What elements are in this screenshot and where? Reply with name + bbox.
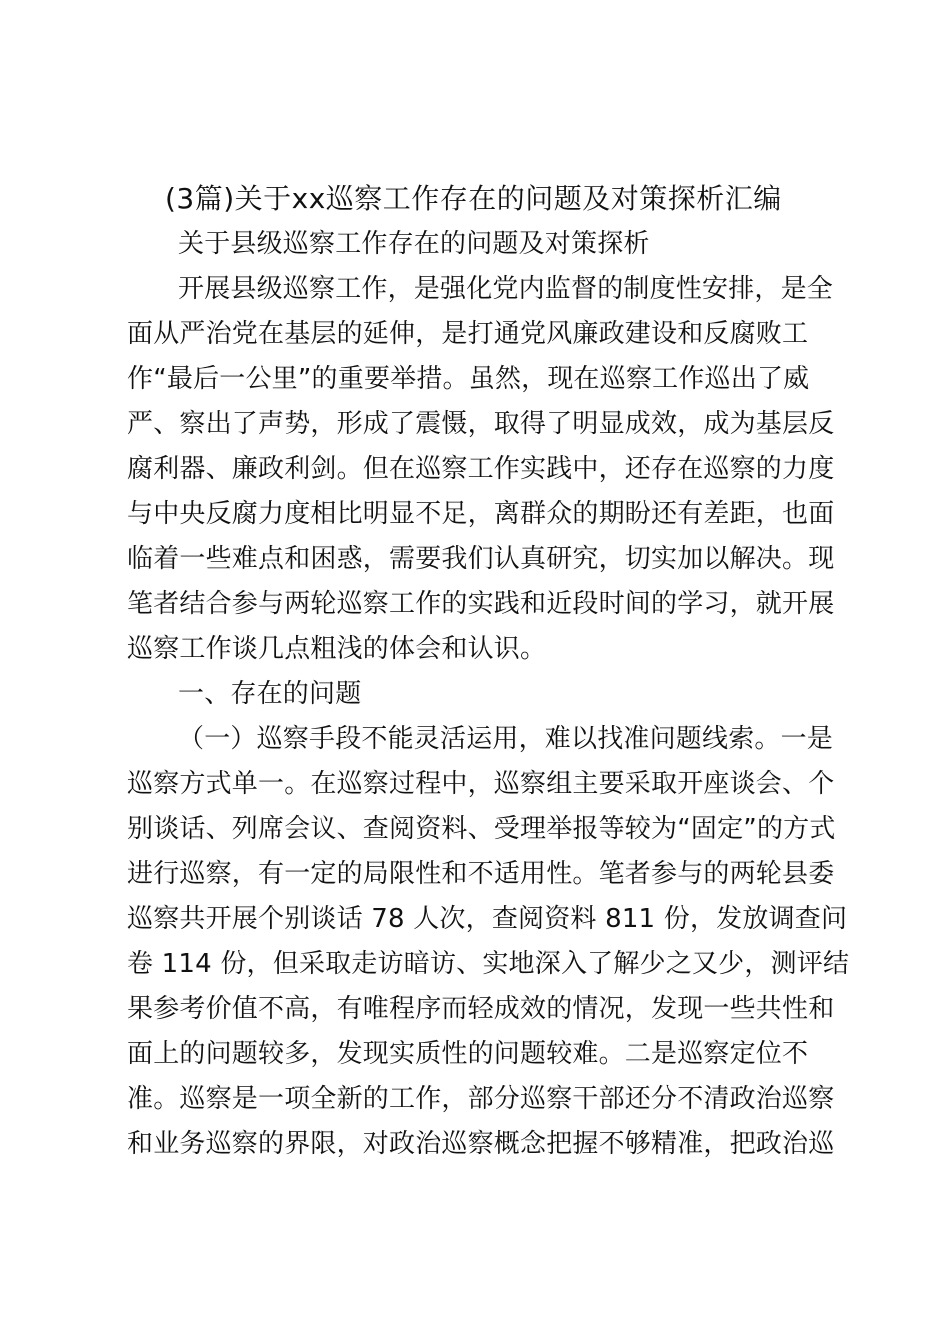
paragraph-line: 和业务巡察的界限，对政治巡察概念把握不够精准，把政治巡 <box>127 1129 835 1159</box>
paragraph-line: 面从严治党在基层的延伸，是打通党风廉政建设和反腐败工 <box>127 319 809 349</box>
paragraph-line: 面上的问题较多，发现实质性的问题较难。二是巡察定位不 <box>127 1039 809 1069</box>
paragraph-line: 准。巡察是一项全新的工作，部分巡察干部还分不清政治巡察 <box>127 1084 835 1114</box>
paragraph-line: 与中央反腐力度相比明显不足，离群众的期盼还有差距，也面 <box>127 499 835 529</box>
section-heading: 一、存在的问题 <box>178 679 362 709</box>
document-subtitle: 关于县级巡察工作存在的问题及对策探析 <box>178 229 650 259</box>
paragraph-line: 巡察工作谈几点粗浅的体会和认识。 <box>127 634 547 664</box>
paragraph-line: 开展县级巡察工作，是强化党内监督的制度性安排，是全 <box>178 274 834 304</box>
paragraph-line: （一）巡察手段不能灵活运用，难以找准问题线索。一是 <box>178 724 834 754</box>
paragraph-line: 别谈话、列席会议、查阅资料、受理举报等较为“固定”的方式 <box>127 814 836 844</box>
paragraph-line: 笔者结合参与两轮巡察工作的实践和近段时间的学习，就开展 <box>127 589 835 619</box>
paragraph-line: 严、察出了声势，形成了震慑，取得了明显成效，成为基层反 <box>127 409 835 439</box>
paragraph-line: 巡察共开展个别谈话 78 人次，查阅资料 811 份，发放调查问 <box>127 904 848 934</box>
paragraph-line: 腐利器、廉政利剑。但在巡察工作实践中，还存在巡察的力度 <box>127 454 835 484</box>
paragraph-line: 作“最后一公里”的重要举措。虽然，现在巡察工作巡出了威 <box>127 364 810 394</box>
paragraph-line: 巡察方式单一。在巡察过程中，巡察组主要采取开座谈会、个 <box>127 769 835 799</box>
paragraph-line: 进行巡察，有一定的局限性和不适用性。笔者参与的两轮县委 <box>127 859 835 889</box>
document-title: (3篇)关于xx巡察工作存在的问题及对策探析汇编 <box>165 182 782 215</box>
paragraph-line: 临着一些难点和困惑，需要我们认真研究，切实加以解决。现 <box>127 544 835 574</box>
paragraph-line: 卷 114 份，但采取走访暗访、实地深入了解少之又少，测评结 <box>127 949 850 979</box>
paragraph-line: 果参考价值不高，有唯程序而轻成效的情况，发现一些共性和 <box>127 994 835 1024</box>
